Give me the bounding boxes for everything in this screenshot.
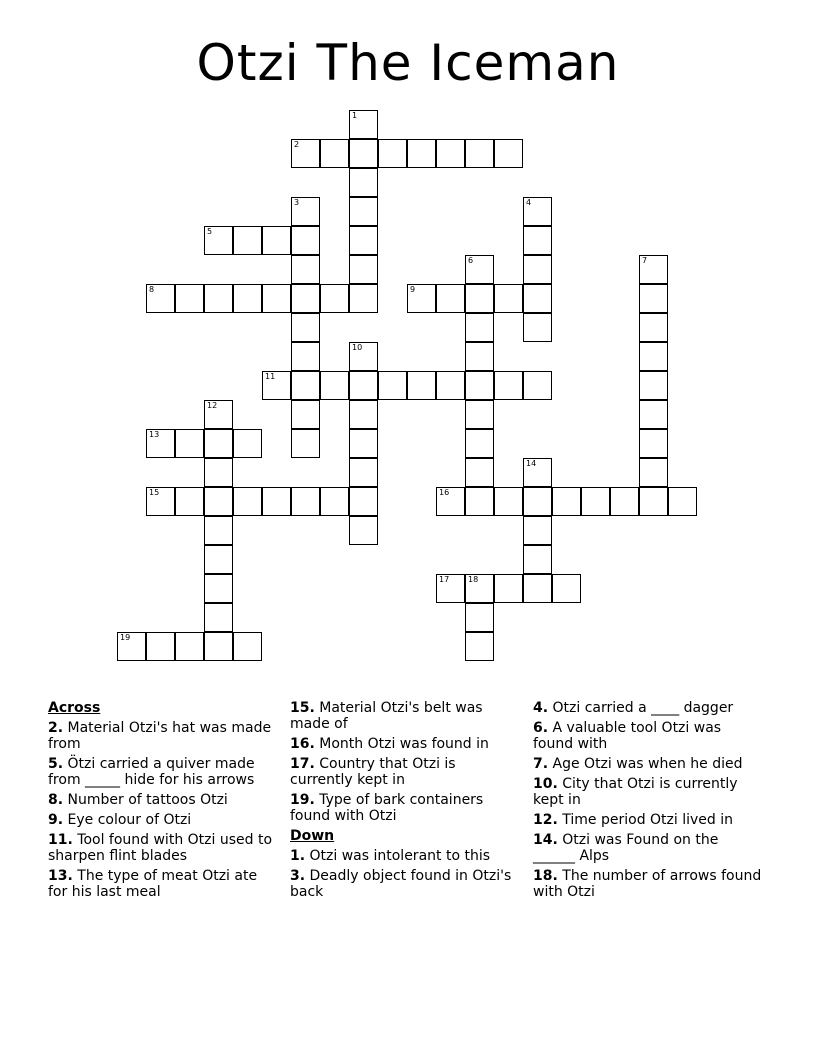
clue-across-11 [48, 832, 273, 864]
grid-cell[interactable] [349, 255, 378, 284]
grid-cell[interactable] [523, 197, 552, 226]
cell-number: 11 [265, 372, 276, 381]
grid-cell[interactable] [204, 603, 233, 632]
clue-text: Ötzi carried a quiver made from _____ hide for his arrows [48, 756, 255, 788]
clue-across-16 [290, 736, 518, 752]
clue-text: Time period Otzi lived in [562, 812, 733, 828]
clue-down-7 [533, 756, 763, 772]
grid-cell[interactable] [465, 139, 494, 168]
clue-number: 6. [533, 720, 549, 736]
clue-number: 12. [533, 812, 558, 828]
grid-cell[interactable] [146, 429, 175, 458]
grid-cell[interactable] [523, 255, 552, 284]
cell-number: 7 [642, 256, 648, 265]
clue-text: A valuable tool Otzi was found with [533, 720, 722, 752]
grid-cell[interactable] [639, 284, 668, 313]
grid-cell[interactable] [291, 197, 320, 226]
clue-text: Otzi carried a ____ dagger [552, 700, 734, 716]
clue-number: 11. [48, 832, 73, 848]
grid-cell[interactable] [204, 516, 233, 545]
clue-across-13 [48, 868, 273, 900]
clue-text: Material Otzi's hat was made from [48, 720, 272, 752]
grid-cell[interactable] [523, 284, 552, 313]
clue-number: 7. [533, 756, 549, 772]
across-heading: Across [48, 700, 101, 716]
clue-down-12 [533, 812, 763, 828]
cell-number: 15 [149, 488, 160, 497]
grid-cell[interactable] [523, 313, 552, 342]
grid-cell[interactable] [523, 371, 552, 400]
page-title: Otzi The Iceman [196, 34, 620, 92]
grid-cell[interactable] [204, 458, 233, 487]
clue-across-15 [290, 700, 518, 732]
cell-number: 10 [352, 343, 363, 352]
grid-cell[interactable] [523, 458, 552, 487]
cell-number: 14 [526, 459, 537, 468]
grid-cell[interactable] [523, 574, 552, 603]
clue-text: Otzi was intolerant to this [309, 848, 491, 864]
clue-number: 8. [48, 792, 64, 808]
grid-cell[interactable] [320, 139, 349, 168]
grid-cell[interactable] [465, 487, 494, 516]
cell-number: 2 [294, 140, 300, 149]
grid-cell[interactable] [436, 487, 465, 516]
grid-cell[interactable] [494, 139, 523, 168]
clue-number: 3. [290, 868, 306, 884]
grid-cell[interactable] [262, 487, 291, 516]
cell-number: 18 [468, 575, 479, 584]
clue-number: 14. [533, 832, 558, 848]
grid-cell[interactable] [523, 516, 552, 545]
grid-cell[interactable] [233, 226, 262, 255]
grid-cell[interactable] [349, 371, 378, 400]
clue-across-9 [48, 812, 273, 828]
clue-down-10 [533, 776, 763, 808]
grid-cell[interactable] [465, 284, 494, 313]
clue-number: 9. [48, 812, 64, 828]
clue-down-18 [533, 868, 763, 900]
grid-cell[interactable] [291, 284, 320, 313]
grid-cell[interactable] [436, 284, 465, 313]
clue-down-14 [533, 832, 763, 864]
grid-cell[interactable] [494, 574, 523, 603]
grid-cell[interactable] [494, 487, 523, 516]
grid-cell[interactable] [291, 400, 320, 429]
grid-cell[interactable] [639, 342, 668, 371]
cell-number: 17 [439, 575, 450, 584]
grid-cell[interactable] [262, 284, 291, 313]
clue-down-6 [533, 720, 763, 752]
clue-number: 10. [533, 776, 558, 792]
grid-cell[interactable] [204, 574, 233, 603]
grid-cell[interactable] [320, 371, 349, 400]
clue-text: Otzi was Found on the ______ Alps [533, 832, 719, 864]
grid-cell[interactable] [146, 284, 175, 313]
grid-cell[interactable] [465, 458, 494, 487]
grid-cell[interactable] [436, 371, 465, 400]
grid-cell[interactable] [407, 139, 436, 168]
clue-number: 16. [290, 736, 315, 752]
grid-cell[interactable] [320, 284, 349, 313]
clue-across-17 [290, 756, 518, 788]
clue-text: Tool found with Otzi used to sharpen flint blades [48, 832, 273, 864]
grid-cell[interactable] [349, 429, 378, 458]
clue-text: Month Otzi was found in [319, 736, 489, 752]
clue-number: 15. [290, 700, 315, 716]
clue-number: 5. [48, 756, 64, 772]
clue-text: Type of bark containers found with Otzi [290, 792, 484, 824]
grid-cell[interactable] [465, 603, 494, 632]
grid-cell[interactable] [204, 429, 233, 458]
grid-cell[interactable] [349, 168, 378, 197]
grid-cell[interactable] [291, 371, 320, 400]
grid-cell[interactable] [494, 371, 523, 400]
cell-number: 13 [149, 430, 160, 439]
grid-cell[interactable] [349, 342, 378, 371]
grid-cell[interactable] [581, 487, 610, 516]
grid-cell[interactable] [639, 400, 668, 429]
grid-cell[interactable] [436, 574, 465, 603]
grid-cell[interactable] [291, 255, 320, 284]
clue-number: 1. [290, 848, 306, 864]
grid-cell[interactable] [465, 371, 494, 400]
clue-down-1 [290, 848, 518, 864]
clue-down-4 [533, 700, 763, 716]
grid-cell[interactable] [291, 226, 320, 255]
cell-number: 8 [149, 285, 155, 294]
grid-cell[interactable] [523, 226, 552, 255]
grid-cell[interactable] [639, 429, 668, 458]
grid-cell[interactable] [291, 313, 320, 342]
clue-down-3 [290, 868, 518, 900]
clue-across-2 [48, 720, 273, 752]
clue-text: Deadly object found in Otzi's back [290, 868, 512, 900]
grid-cell[interactable] [291, 342, 320, 371]
clue-text: Eye colour of Otzi [67, 812, 192, 828]
clue-across-5 [48, 756, 273, 788]
grid-cell[interactable] [378, 139, 407, 168]
grid-cell[interactable] [291, 487, 320, 516]
cell-number: 12 [207, 401, 218, 410]
grid-cell[interactable] [349, 516, 378, 545]
grid-cell[interactable] [465, 313, 494, 342]
clue-text: Material Otzi's belt was made of [290, 700, 483, 732]
grid-cell[interactable] [262, 226, 291, 255]
grid-cell[interactable] [175, 284, 204, 313]
grid-cell[interactable] [204, 632, 233, 661]
grid-cell[interactable] [465, 632, 494, 661]
clue-text: Country that Otzi is currently kept in [290, 756, 456, 788]
grid-cell[interactable] [349, 226, 378, 255]
grid-cell[interactable] [407, 284, 436, 313]
grid-cell[interactable] [407, 371, 436, 400]
grid-cell[interactable] [552, 574, 581, 603]
grid-cell[interactable] [523, 545, 552, 574]
grid-cell[interactable] [233, 429, 262, 458]
grid-cell[interactable] [291, 139, 320, 168]
grid-cell[interactable] [552, 487, 581, 516]
grid-cell[interactable] [233, 487, 262, 516]
grid-cell[interactable] [465, 429, 494, 458]
clues-column-2 [290, 700, 518, 904]
grid-cell[interactable] [233, 284, 262, 313]
grid-cell[interactable] [204, 400, 233, 429]
grid-cell[interactable] [204, 545, 233, 574]
clue-text: The type of meat Otzi ate for his last meal [48, 868, 258, 900]
grid-cell[interactable] [523, 487, 552, 516]
grid-cell[interactable] [320, 487, 349, 516]
grid-cell[interactable] [349, 487, 378, 516]
grid-cell[interactable] [639, 458, 668, 487]
clues-column-1 [48, 700, 273, 904]
grid-cell[interactable] [204, 284, 233, 313]
grid-cell[interactable] [349, 458, 378, 487]
cell-number: 5 [207, 227, 213, 236]
cell-number: 6 [468, 256, 474, 265]
cell-number: 3 [294, 198, 300, 207]
grid-cell[interactable] [233, 632, 262, 661]
grid-cell[interactable] [204, 487, 233, 516]
grid-cell[interactable] [465, 255, 494, 284]
cell-number: 1 [352, 111, 358, 120]
grid-cell[interactable] [262, 371, 291, 400]
clue-number: 19. [290, 792, 315, 808]
clue-text: The number of arrows found with Otzi [533, 868, 762, 900]
clues-column-3 [533, 700, 763, 904]
cell-number: 9 [410, 285, 416, 294]
grid-cell[interactable] [639, 313, 668, 342]
down-heading: Down [290, 828, 335, 844]
grid-cell[interactable] [291, 429, 320, 458]
grid-cell[interactable] [465, 342, 494, 371]
clue-text: City that Otzi is currently kept in [533, 776, 738, 808]
grid-cell[interactable] [349, 284, 378, 313]
clue-number: 18. [533, 868, 558, 884]
grid-cell[interactable] [175, 429, 204, 458]
grid-cell[interactable] [146, 487, 175, 516]
grid-cell[interactable] [349, 139, 378, 168]
grid-cell[interactable] [175, 632, 204, 661]
grid-cell[interactable] [349, 110, 378, 139]
clue-text: Number of tattoos Otzi [67, 792, 228, 808]
grid-cell[interactable] [465, 574, 494, 603]
grid-cell[interactable] [378, 371, 407, 400]
grid-cell[interactable] [349, 400, 378, 429]
grid-cell[interactable] [494, 284, 523, 313]
cell-number: 4 [526, 198, 532, 207]
clue-number: 2. [48, 720, 64, 736]
grid-cell[interactable] [639, 371, 668, 400]
cell-number: 16 [439, 488, 450, 497]
cell-number: 19 [120, 633, 131, 642]
grid-cell[interactable] [175, 487, 204, 516]
grid-cell[interactable] [668, 487, 697, 516]
grid-cell[interactable] [610, 487, 639, 516]
grid-cell[interactable] [639, 255, 668, 284]
grid-cell[interactable] [146, 632, 175, 661]
clue-number: 13. [48, 868, 73, 884]
grid-cell[interactable] [349, 197, 378, 226]
clue-number: 17. [290, 756, 315, 772]
grid-cell[interactable] [117, 632, 146, 661]
clue-across-8 [48, 792, 273, 808]
grid-cell[interactable] [204, 226, 233, 255]
grid-cell[interactable] [639, 487, 668, 516]
clue-across-19 [290, 792, 518, 824]
grid-cell[interactable] [436, 139, 465, 168]
grid-cell[interactable] [465, 400, 494, 429]
clue-text: Age Otzi was when he died [552, 756, 743, 772]
clue-number: 4. [533, 700, 549, 716]
